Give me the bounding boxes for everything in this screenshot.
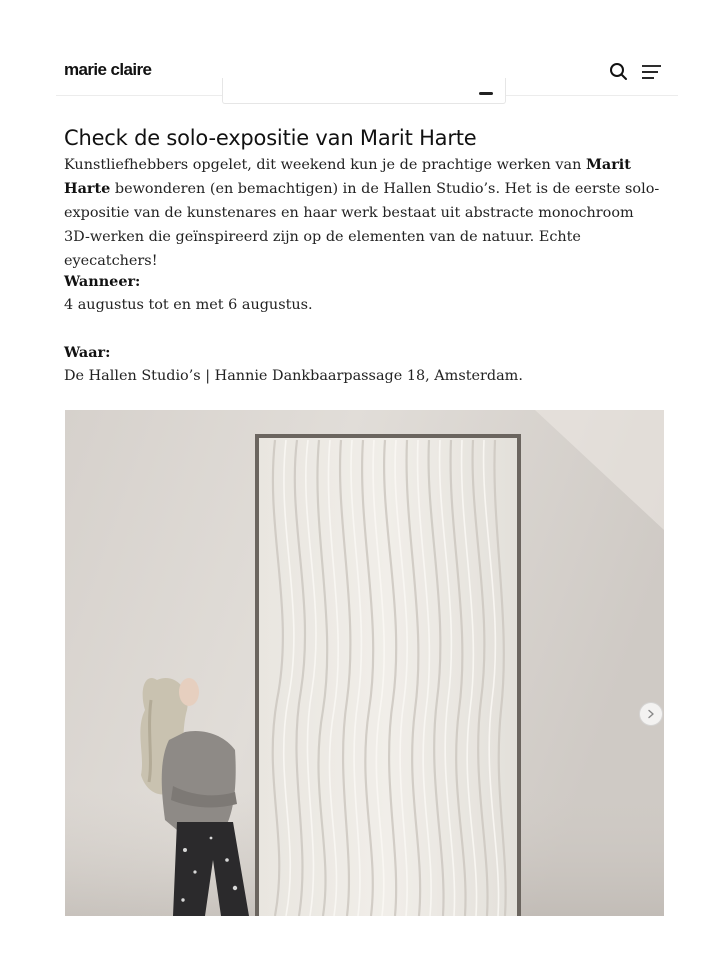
when-label: Wanneer: [64, 273, 141, 290]
gallery-next-button[interactable] [639, 702, 663, 726]
search-button[interactable] [608, 61, 630, 83]
site-header [56, 48, 678, 96]
where-label: Waar: [64, 344, 111, 361]
gallery-image[interactable] [65, 410, 664, 916]
artwork-photo [65, 410, 664, 916]
hamburger-menu-icon [640, 61, 664, 83]
intro-text-start: Kunstliefhebbers opgelet, dit weekend kun je de prachtige werken van [64, 157, 586, 173]
menu-button[interactable] [640, 61, 664, 83]
when-value: 4 augustus tot en met 6 augustus. [64, 297, 313, 313]
search-icon [608, 61, 630, 83]
where-value: De Hallen Studio’s | Hannie Dankbaarpassage 18, Amsterdam. [64, 368, 523, 384]
article-intro [64, 153, 664, 273]
article-title: Check de solo-expositie van Marit Harte [64, 126, 477, 150]
intro-text-end: bewonderen (en bemachtigen) in de Hallen Studio’s. Het is de eerste solo-expositie van de kunstenares en haar werk bestaat uit abstracte monochroom 3D-werken die geïnspireerd zijn op de elementen van de natuur. Echte eyecatchers! [64, 181, 660, 269]
chevron-right-icon [646, 709, 656, 719]
hidden-dropdown [222, 78, 506, 104]
site-logo[interactable]: marie claire [64, 60, 152, 79]
dropdown-handle-icon [479, 92, 493, 95]
artist-name: Marit Harte [64, 156, 631, 197]
